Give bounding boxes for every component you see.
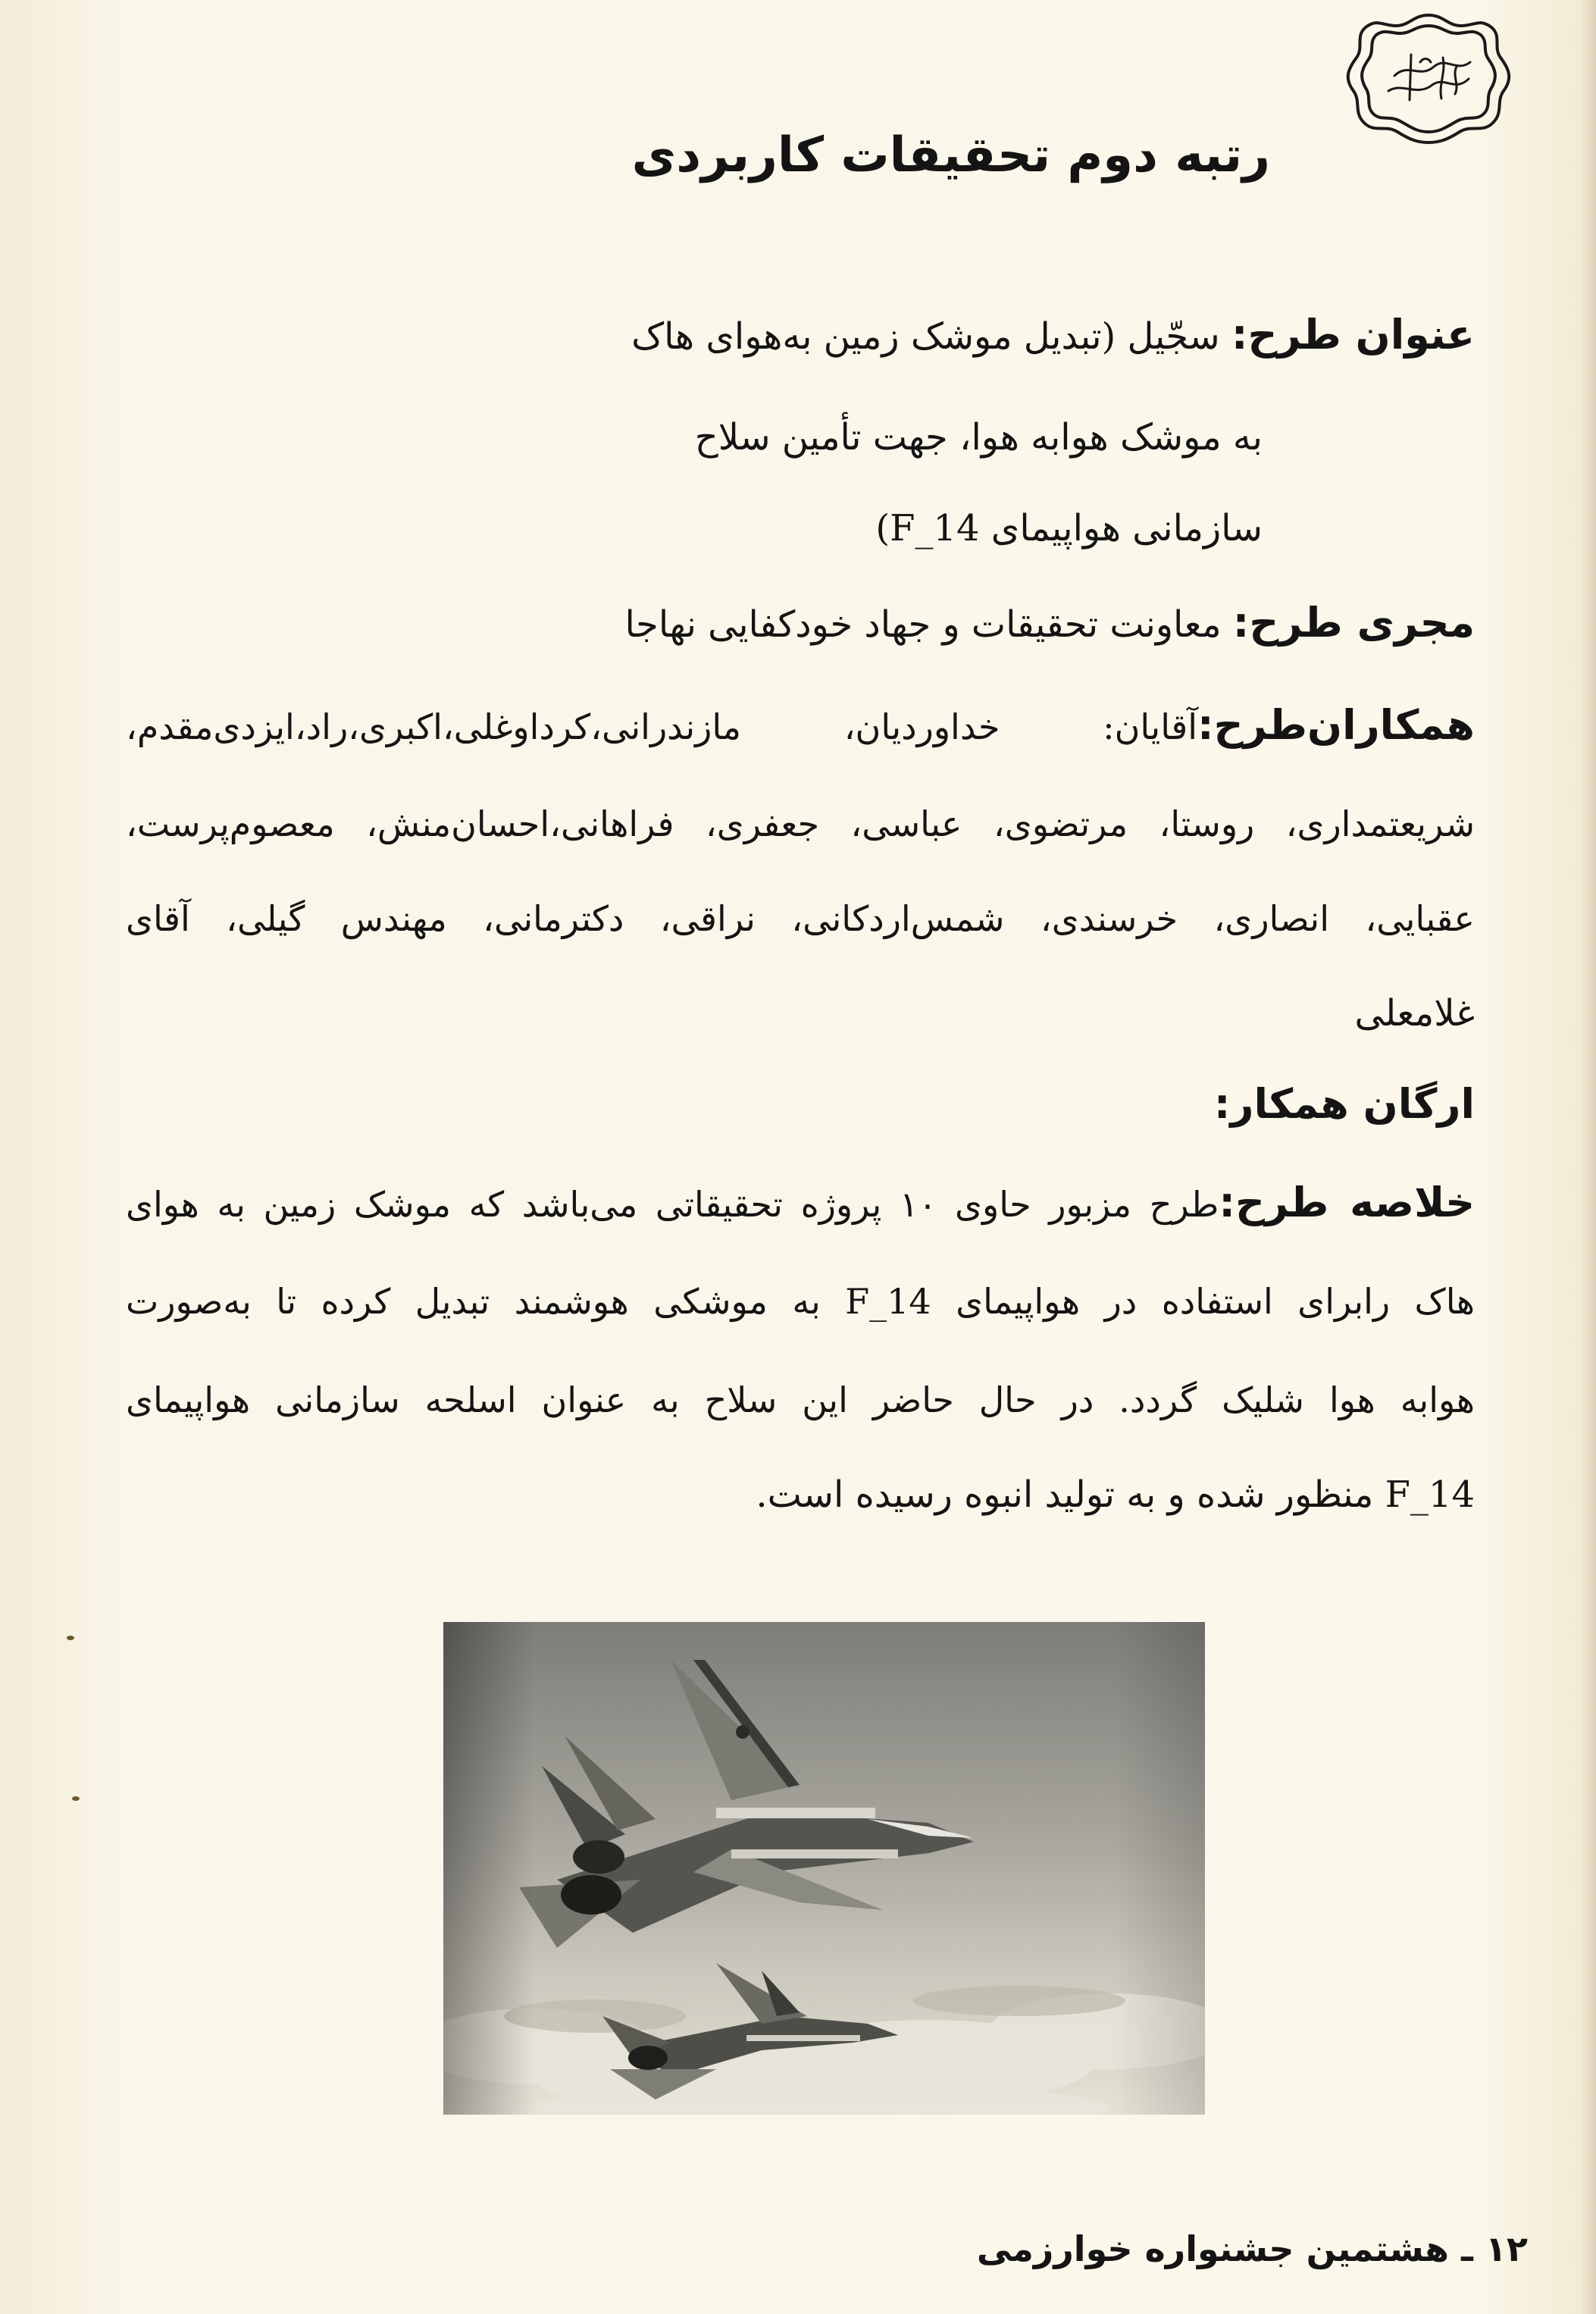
executor-label: مجری طرح:	[1232, 599, 1475, 647]
page-edge-shadow	[1579, 0, 1596, 2314]
festival-seal-icon	[1341, 9, 1516, 146]
project-title-line-3: سازمانی هواپیمای F_14)	[875, 507, 1263, 550]
page-title: رتبه دوم تحقیقات کاربردی	[631, 127, 1270, 183]
footer-separator: ـ	[1461, 2228, 1473, 2269]
collaborators-line-3: عقبایی، انصاری، خرسندی، شمس‌اردکانی، نراقی، دکترمانی، مهندس گیلی، آقای	[126, 898, 1475, 939]
executor-value: معاونت تحقیقات و جهاد خودکفایی نهاجا	[624, 603, 1222, 646]
collaborators-line-4: غلامعلی	[1354, 992, 1475, 1035]
print-speck	[72, 1796, 80, 1801]
collaborators-label: همکاران‌طرح:	[1197, 701, 1475, 749]
print-speck	[67, 1636, 74, 1640]
project-title-value-1: سجّیل (تبدیل موشک زمین به‌هوای هاک	[631, 315, 1220, 358]
executor-row	[149, 599, 1475, 649]
summary-line-1	[126, 1179, 1475, 1229]
summary-line-3: هوابه هوا شلیک گردد. در حال حاضر این سلاح به عنوان اسلحه سازمانی هواپیمای	[126, 1379, 1475, 1420]
project-title-line-1	[149, 311, 1475, 361]
page-footer	[694, 2225, 1528, 2273]
footer-title: هشتمین جشنواره خوارزمی	[976, 2228, 1450, 2269]
collaborators-line-2: شریعتمداری، روستا، مرتضوی، عباسی، جعفری، فراهانی،احسان‌منش، معصوم‌پرست،	[126, 803, 1475, 844]
partner-org-label: ارگان همکار:	[1213, 1080, 1475, 1128]
project-title-label: عنوان طرح:	[1231, 311, 1475, 359]
project-title-line-2: به موشک هوابه هوا، جهت تأمین سلاح	[694, 416, 1263, 459]
summary-line-2: هاک رابرای استفاده در هواپیمای F_14 به موشکی هوشمند تبدیل کرده تا به‌صورت	[126, 1281, 1476, 1322]
partner-org-row	[149, 1080, 1475, 1130]
f14-aircraft-photo	[443, 1622, 1205, 2115]
summary-label: خلاصه طرح:	[1219, 1179, 1475, 1226]
summary-value-1: طرح مزبور حاوی ۱۰ پروژه تحقیقاتی می‌باشد که موشک زمین به هوای	[126, 1184, 1219, 1225]
summary-line-4: F_14 منظور شده و به تولید انبوه رسیده است.	[756, 1473, 1475, 1516]
collaborators-value-1: آقایان: خداوردیان، مازندرانی،کرداوغلی،اکبری،راد،ایزدی‌مقدم،	[126, 706, 1198, 747]
page-number: ۱۲	[1485, 2228, 1528, 2269]
collaborators-line-1	[126, 701, 1475, 751]
